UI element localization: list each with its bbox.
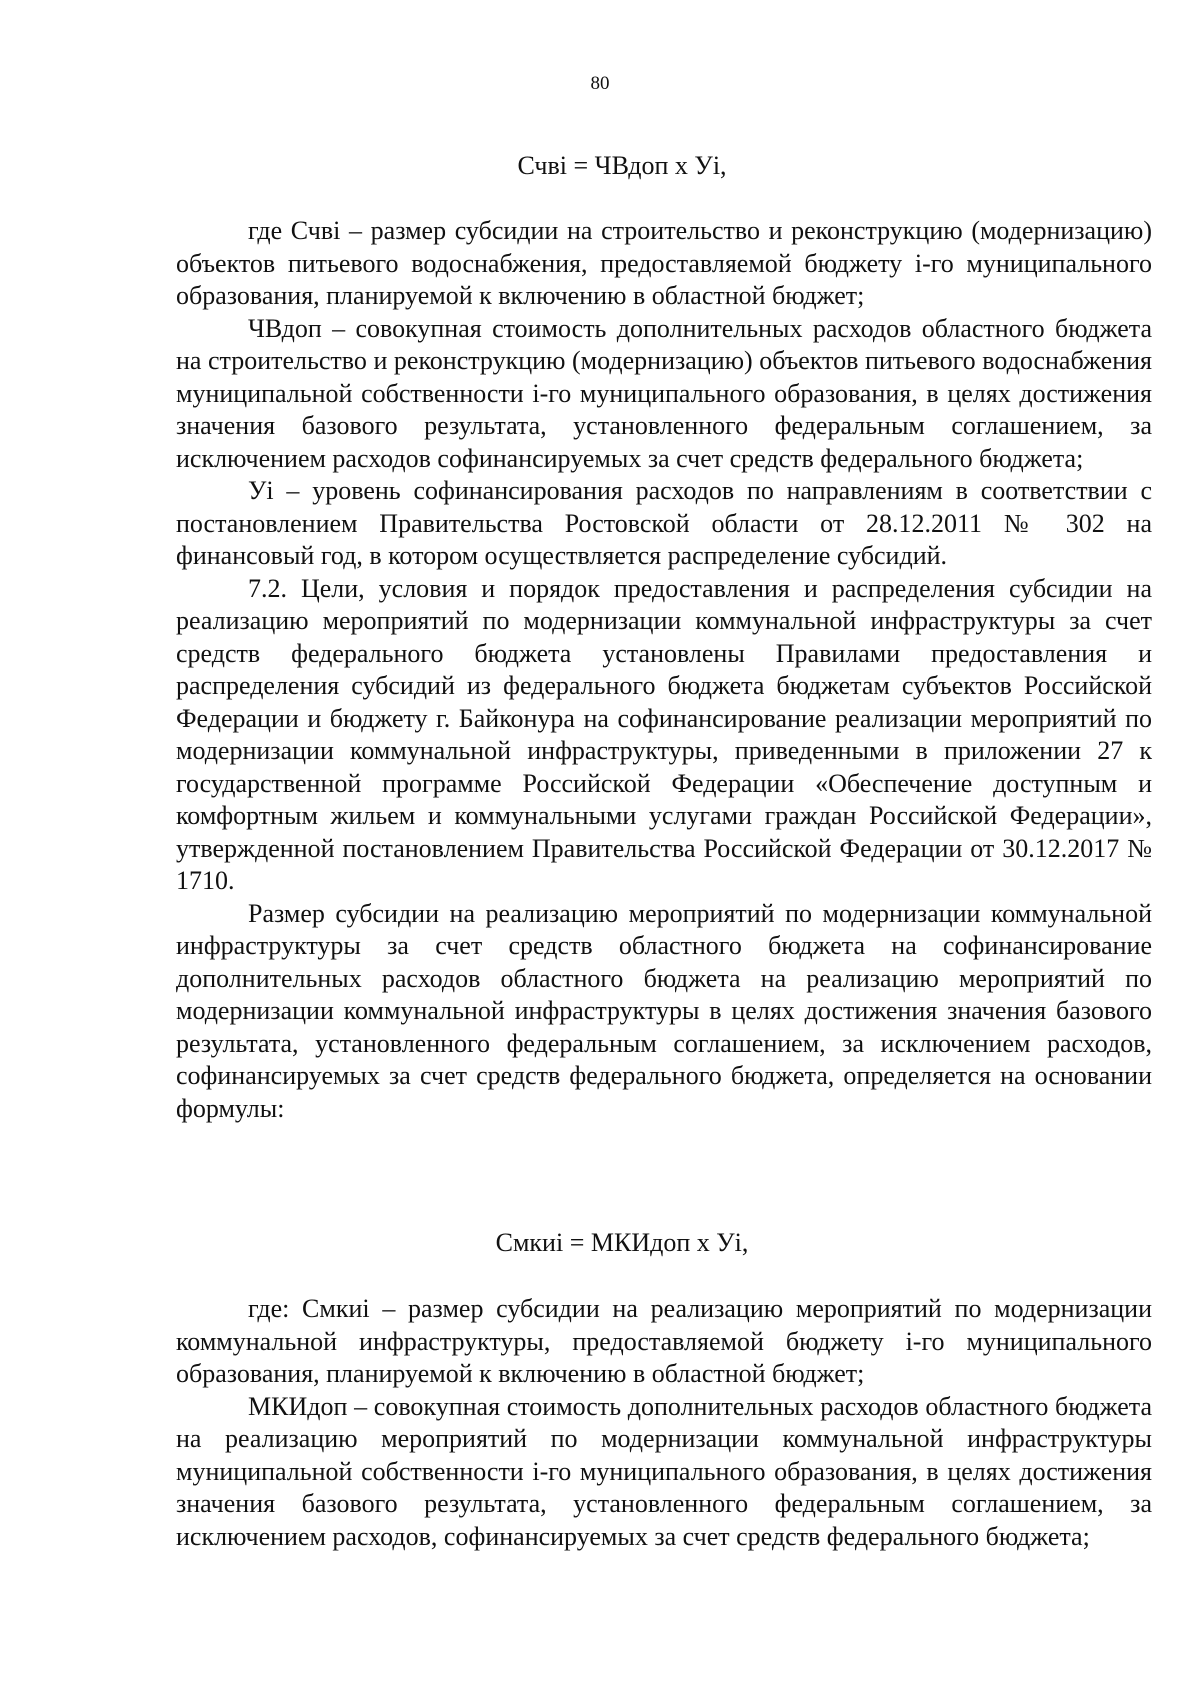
- paragraph-ui-definition: Уі – уровень софинансирования расходов по направлениям в соответствии с постановлением Правительства Ростовской области от 28.12.2011 № 302 на финансовый год, в котором осуществляется распределение субсидий.: [176, 476, 1152, 570]
- paragraph-smkii-definition: где: Смкиі – размер субсидии на реализацию мероприятий по модернизации коммунальной инфраструктуры, предоставляемой бюджету і-го муниципального образования, планируемой к включению в областной бюджет;: [176, 1294, 1152, 1388]
- text-block-lower: [176, 1293, 1152, 1553]
- paragraph-mkidop-definition: МКИдоп – совокупная стоимость дополнительных расходов областного бюджета на реализацию мероприятий по модернизации коммунальной инфраструктуры муниципальной собственности і-го муниципального образования, в целях достижения значения базового результата, установленного федеральным соглашением, за исключением расходов, софинансируемых за счет средств федерального бюджета;: [176, 1391, 1152, 1551]
- paragraph-subsidy-size: Размер субсидии на реализацию мероприятий по модернизации коммунальной инфраструктуры за счет средств областного бюджета на софинансирование дополнительных расходов областного бюджета на реализацию мероприятий по модернизации коммунальной инфраструктуры в целях достижения значения базового результата, установленного федеральным соглашением, за исключением расходов, софинансируемых за счет средств федерального бюджета, определяется на основании формулы:: [176, 898, 1152, 1123]
- formula-infrastructure-subsidy: Смкиі = МКИдоп х Уі,: [495, 1228, 749, 1257]
- paragraph-section-7-2: 7.2. Цели, условия и порядок предоставления и распределения субсидии на реализацию мероприятий по модернизации коммунальной инфраструктуры за счет средств федерального бюджета установлены Правилами предоставления и распределения субсидий из федерального бюджета бюджетам субъектов Российской Федерации и бюджету г. Байконура на софинансирование реализации мероприятий по модернизации коммунальной инфраструктуры, приведенными в приложении 27 к государственной программе Российской Федерации «Обеспечение доступным и комфортным жильем и коммунальными услугами граждан Российской Федерации», утвержденной постановлением Правительства Российской Федерации от 30.12.2017 № 1710.: [176, 573, 1152, 895]
- paragraph-chvdop-definition: ЧВдоп – совокупная стоимость дополнительных расходов областного бюджета на строительство и реконструкцию (модернизацию) объектов питьевого водоснабжения муниципальной собственности і-го муниципального образования, в целях достижения значения базового результата, установленного федеральным соглашением, за исключением расходов софинансируемых за счет средств федерального бюджета;: [176, 313, 1152, 473]
- formula-water-subsidy: Счві = ЧВдоп х Уі,: [517, 151, 727, 180]
- text-block-upper: [176, 215, 1152, 1125]
- paragraph-schvi-definition: где Счві – размер субсидии на строительство и реконструкцию (модернизацию) объектов питьевого водоснабжения, предоставляемой бюджету і-го муниципального образования, планируемой к включению в областной бюджет;: [176, 216, 1152, 310]
- page-number: 80: [590, 73, 610, 94]
